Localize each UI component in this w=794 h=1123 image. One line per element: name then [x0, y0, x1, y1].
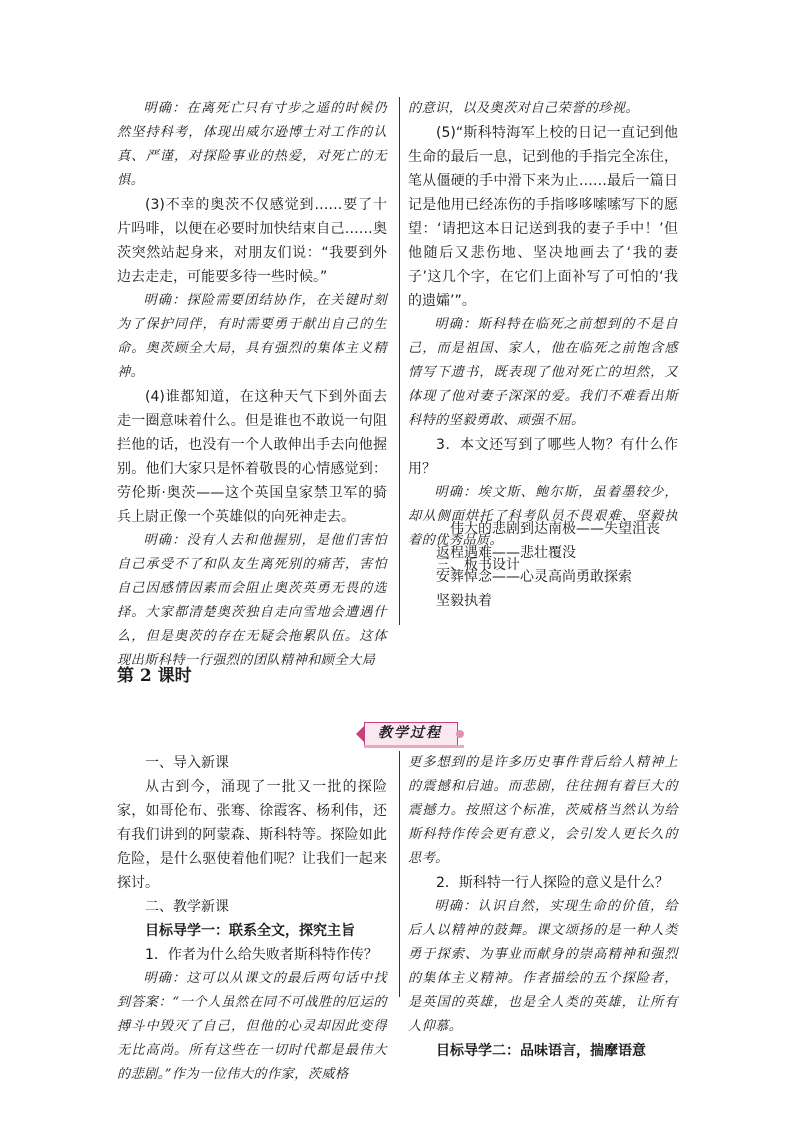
bottom-left-column	[117, 751, 387, 1087]
board-line: 安葬悼念——心灵高尚勇敢探索	[436, 569, 632, 585]
answer-paragraph: 明确：探险需要团结协作，在关键时刻为了保护同伴，有时需要勇于献出自己的生命。奥茨顾全大局，具有强烈的集体主义精神。	[117, 293, 387, 380]
answer-paragraph: 明确：埃文斯、鲍尔斯，虽着墨较少，却从侧面烘托了科考队员不畏艰难、坚毅执着的优秀品质。	[408, 485, 678, 548]
top-right-column	[408, 97, 678, 577]
section-banner	[356, 720, 464, 750]
bottom-right-column	[408, 751, 678, 1063]
lesson-title: 第 2 课时	[117, 666, 192, 686]
objective-heading: 目标导学二：品味语言，揣摩语意	[436, 1043, 646, 1059]
objective-heading: 目标导学一：联系全文，探究主旨	[145, 923, 355, 939]
answer-paragraph: 明确：认识自然，实现生命的价值，给后人以精神的鼓舞。课文颂扬的是一种人类勇于探索、为事业而献身的崇高精神和强烈的集体主义精神。作者描绘的五个探险者，是英国的英雄，也是全人类的英雄，让所有人仰慕。	[408, 899, 678, 1034]
question-paragraph: (5)“斯科特海军上校的日记一直记到他生命的最后一息，记到他的手指完全冻住，笔从僵硬的手中滑下来为止……最后一篇日记是他用已经冻伤的手指哆哆嗦嗦写下的愿望：‘请把这本日记送到我的妻子手中！’但他随后又悲伤地、坚决地画去了‘我的妻子’这几个字，在它们上面补写了可怕的‘我的遗孀’”。	[408, 125, 678, 309]
banner-dot-icon	[456, 730, 464, 738]
question-paragraph: 3．本文还写到了哪些人物？有什么作用？	[408, 437, 678, 477]
board-line: 返程遇难——悲壮覆没	[436, 545, 576, 561]
answer-paragraph: 明确：在离死亡只有寸步之遥的时候仍然坚持科考，体现出威尔逊博士对工作的认真、严谨，对探险事业的热爱，对死亡的无惧。	[117, 101, 387, 188]
banner-arrow-icon	[356, 726, 364, 742]
board-line: 坚毅执着	[436, 593, 492, 609]
board-line: 伟大的悲剧到达南极——失望沮丧	[450, 521, 660, 537]
question-paragraph: 二、教学新课	[145, 899, 229, 915]
board-design	[408, 517, 678, 613]
answer-paragraph: 明确：斯科特在临死之前想到的不是自己，而是祖国、家人，他在临死之前饱含感情写下遗书，既表现了他对死亡的坦然，又体现了他对妻子深深的爱。我们不难看出斯科特的坚毅勇敢、顽强不屈。	[408, 317, 678, 428]
question-paragraph: 1．作者为什么给失败者斯科特作传？	[145, 947, 378, 963]
question-paragraph: (4)谁都知道，在这种天气下到外面去走一圈意味着什么。但是谁也不敢说一句阻拦他的话，也没有一个人敢伸出手去向他握别。他们大家只是怀着敬畏的心情感觉到：劳伦斯·奥茨——这个英国皇家禁卫军的骑兵上尉正像一个英雄似的向死神走去。	[117, 389, 387, 525]
top-left-column	[117, 97, 387, 673]
question-paragraph: 从古到今，涌现了一批又一批的探险家，如哥伦布、张骞、徐霞客、杨利伟，还有我们讲到的阿蒙森、斯科特等。探险如此危险，是什么驱使着他们呢？让我们一起来探讨。	[117, 779, 387, 891]
question-paragraph: (3)不幸的奥茨不仅感觉到……要了十片吗啡，以便在必要时加快结束自己……奥茨突然站起身来，对朋友们说：“我要到外边去走走，可能要多待一些时候。”	[117, 197, 387, 285]
question-paragraph: 2．斯科特一行人探险的意义是什么？	[436, 875, 669, 891]
question-paragraph: 一、导入新课	[145, 755, 229, 771]
banner-label: 教学过程	[378, 725, 442, 741]
question-paragraph: 三、板书设计	[436, 557, 520, 573]
answer-paragraph: 明确：这可以从课文的最后两句话中找到答案：“一个人虽然在同不可战胜的厄运的搏斗中毁灭了自己，但他的心灵却因此变得无比高尚。所有这些在一切时代都是最伟大的悲剧。”作为一位伟大的作家，茨威格	[117, 971, 387, 1082]
answer-paragraph: 的意识，以及奥茨对自己荣誉的珍视。	[408, 101, 639, 116]
answer-paragraph: 更多想到的是许多历史事件背后给人精神上的震撼和启迪。而悲剧，往往拥有着巨大的震撼力。按照这个标准，茨威格当然认为给斯科特作传会更有意义，会引发人更长久的思考。	[408, 755, 678, 866]
banner-underline	[364, 745, 464, 748]
answer-paragraph: 明确：没有人去和他握别，是他们害怕自己承受不了和队友生离死别的痛苦，害怕自己因感情因素而会阻止奥茨英勇无畏的选择。大家都清楚奥茨独自走向雪地会遭遇什么，但是奥茨的存在无疑会拖累队伍。这体现出斯科特一行强烈的团队精神和顾全大局	[117, 533, 387, 668]
column-divider-top	[399, 97, 400, 625]
column-divider-bottom	[399, 751, 400, 997]
